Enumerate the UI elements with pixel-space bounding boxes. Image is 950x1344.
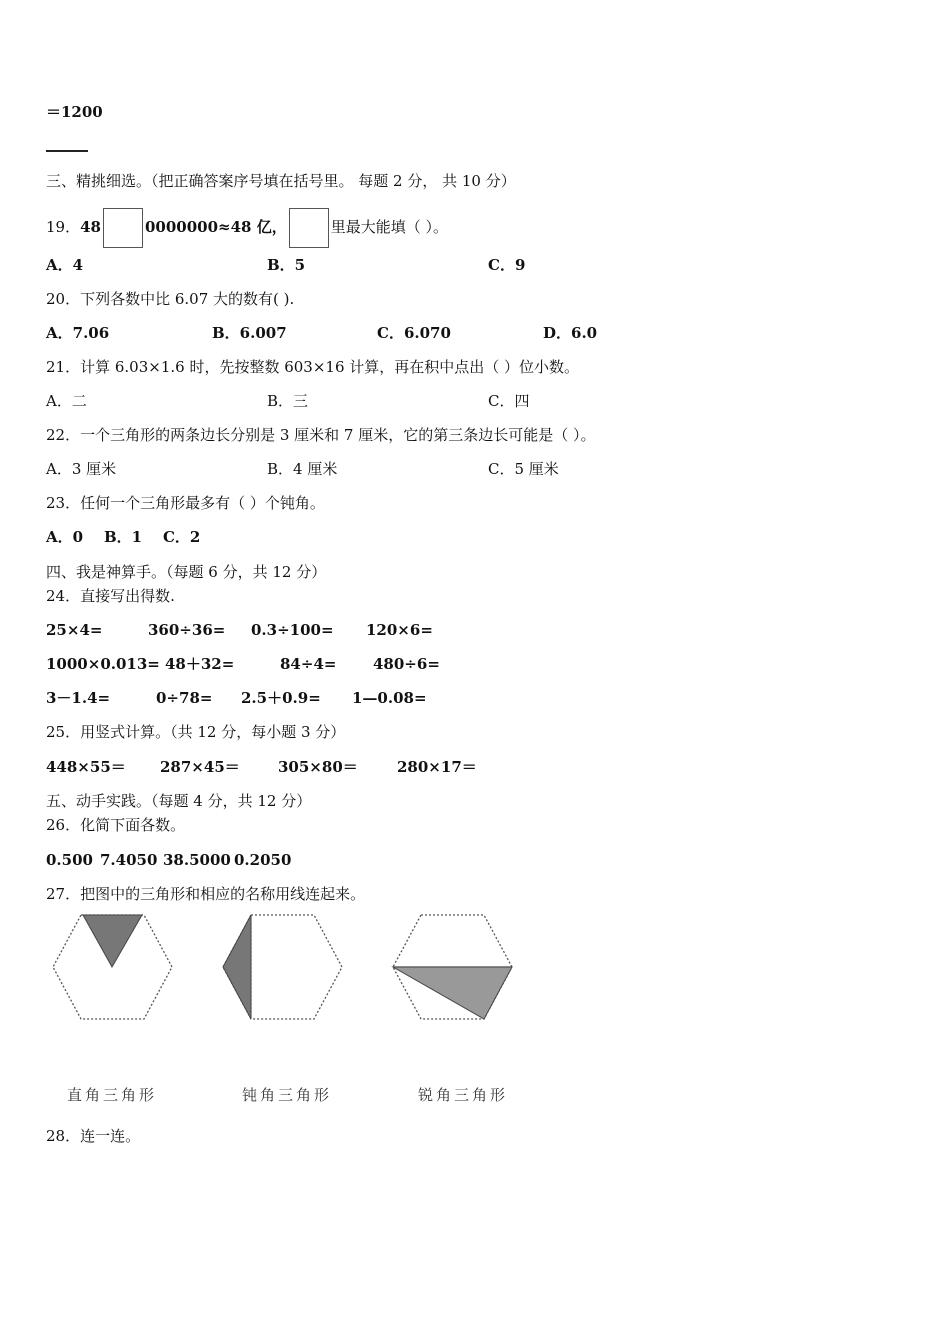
q24-calc: 0.3÷100=: [251, 621, 334, 639]
answer-underline: [46, 150, 88, 152]
q22-stem: 22．一个三角形的两条边长分别是 3 厘米和 7 厘米，它的第三条边长可能是（ ）。: [46, 426, 596, 444]
q20-option-d[interactable]: D．6.0: [543, 324, 598, 342]
hexagon-figure-1: [50, 912, 175, 1024]
q19-stem: [46, 208, 448, 248]
q24-calc: 48＋32=: [165, 655, 235, 673]
q24-calc: 360÷36=: [148, 621, 226, 639]
q19-part3: 里最大能填（ ）。: [330, 218, 448, 236]
q19-answer-box-2[interactable]: [289, 208, 329, 248]
q26-stem: 26．化简下面各数。: [46, 816, 186, 834]
q19-option-c[interactable]: C．9: [488, 256, 526, 274]
q19-option-b[interactable]: B．5: [267, 256, 306, 274]
q21-option-a[interactable]: A．二: [46, 392, 87, 410]
q20-option-c[interactable]: C．6.070: [377, 324, 451, 342]
q20-stem: 20．下列各数中比 6.07 大的数有( ).: [46, 290, 295, 308]
section3-heading: 三、精挑细选。（把正确答案序号填在括号里。 每题 2 分， 共 10 分）: [46, 172, 516, 190]
q26-number: 0.2050: [234, 851, 292, 869]
q25-calc: 305×80＝: [278, 758, 358, 776]
q19-part2: 0000000≈48 亿，: [144, 218, 287, 236]
q21-option-c[interactable]: C．四: [488, 392, 530, 410]
q24-calc: 1—0.08=: [352, 689, 427, 707]
q24-calc: 120×6=: [366, 621, 433, 639]
q25-calc: 287×45＝: [160, 758, 240, 776]
q20-option-a[interactable]: A．7.06: [46, 324, 110, 342]
q26-number: 0.500: [46, 851, 93, 869]
shaded-triangle: [393, 967, 512, 1019]
q24-calc: 25×4=: [46, 621, 103, 639]
result-line: ＝1200: [46, 103, 103, 121]
section4-heading: 四、我是神算手。（每题 6 分，共 12 分）: [46, 563, 327, 581]
q19-option-a[interactable]: A．4: [46, 256, 84, 274]
section5-heading: 五、动手实践。（每题 4 分，共 12 分）: [46, 792, 312, 810]
hexagon-figure-2: [220, 912, 345, 1024]
label-acute-triangle[interactable]: 锐角三角形: [418, 1086, 509, 1104]
q19-part1: 48: [80, 218, 101, 236]
q25-stem: 25．用竖式计算。（共 12 分，每小题 3 分）: [46, 723, 346, 741]
q19-answer-box-1[interactable]: [103, 208, 143, 248]
q22-option-b[interactable]: B．4 厘米: [267, 460, 338, 478]
label-right-triangle[interactable]: 直角三角形: [67, 1086, 158, 1104]
q24-calc: 84÷4=: [280, 655, 337, 673]
q28-stem: 28．连一连。: [46, 1127, 141, 1145]
shaded-triangle: [83, 915, 142, 967]
shaded-triangle: [223, 915, 251, 1019]
q27-stem: 27．把图中的三角形和相应的名称用线连起来。: [46, 885, 366, 903]
q22-option-c[interactable]: C．5 厘米: [488, 460, 559, 478]
hexagon-figure-3: [390, 912, 515, 1024]
q24-calc: 0÷78=: [156, 689, 213, 707]
q22-option-a[interactable]: A．3 厘米: [46, 460, 117, 478]
q19-number: 19．: [46, 218, 81, 236]
q23-stem: 23．任何一个三角形最多有（ ）个钝角。: [46, 494, 325, 512]
q24-calc: 480÷6=: [373, 655, 440, 673]
q24-calc: 3－1.4=: [46, 689, 111, 707]
q24-calc: 2.5＋0.9=: [241, 689, 321, 707]
q25-calc: 280×17＝: [397, 758, 477, 776]
q26-number: 7.4050: [100, 851, 158, 869]
q21-option-b[interactable]: B．三: [267, 392, 309, 410]
q20-option-b[interactable]: B．6.007: [212, 324, 287, 342]
q24-stem: 24．直接写出得数.: [46, 587, 175, 605]
q25-calc: 448×55＝: [46, 758, 126, 776]
q21-stem: 21．计算 6.03×1.6 时，先按整数 603×16 计算，再在积中点出（ ）位小数。: [46, 358, 580, 376]
label-obtuse-triangle[interactable]: 钝角三角形: [242, 1086, 333, 1104]
q23-options[interactable]: A．0 B．1 C．2: [46, 528, 201, 546]
q26-number: 38.5000: [163, 851, 231, 869]
q24-calc: 1000×0.013=: [46, 655, 160, 673]
